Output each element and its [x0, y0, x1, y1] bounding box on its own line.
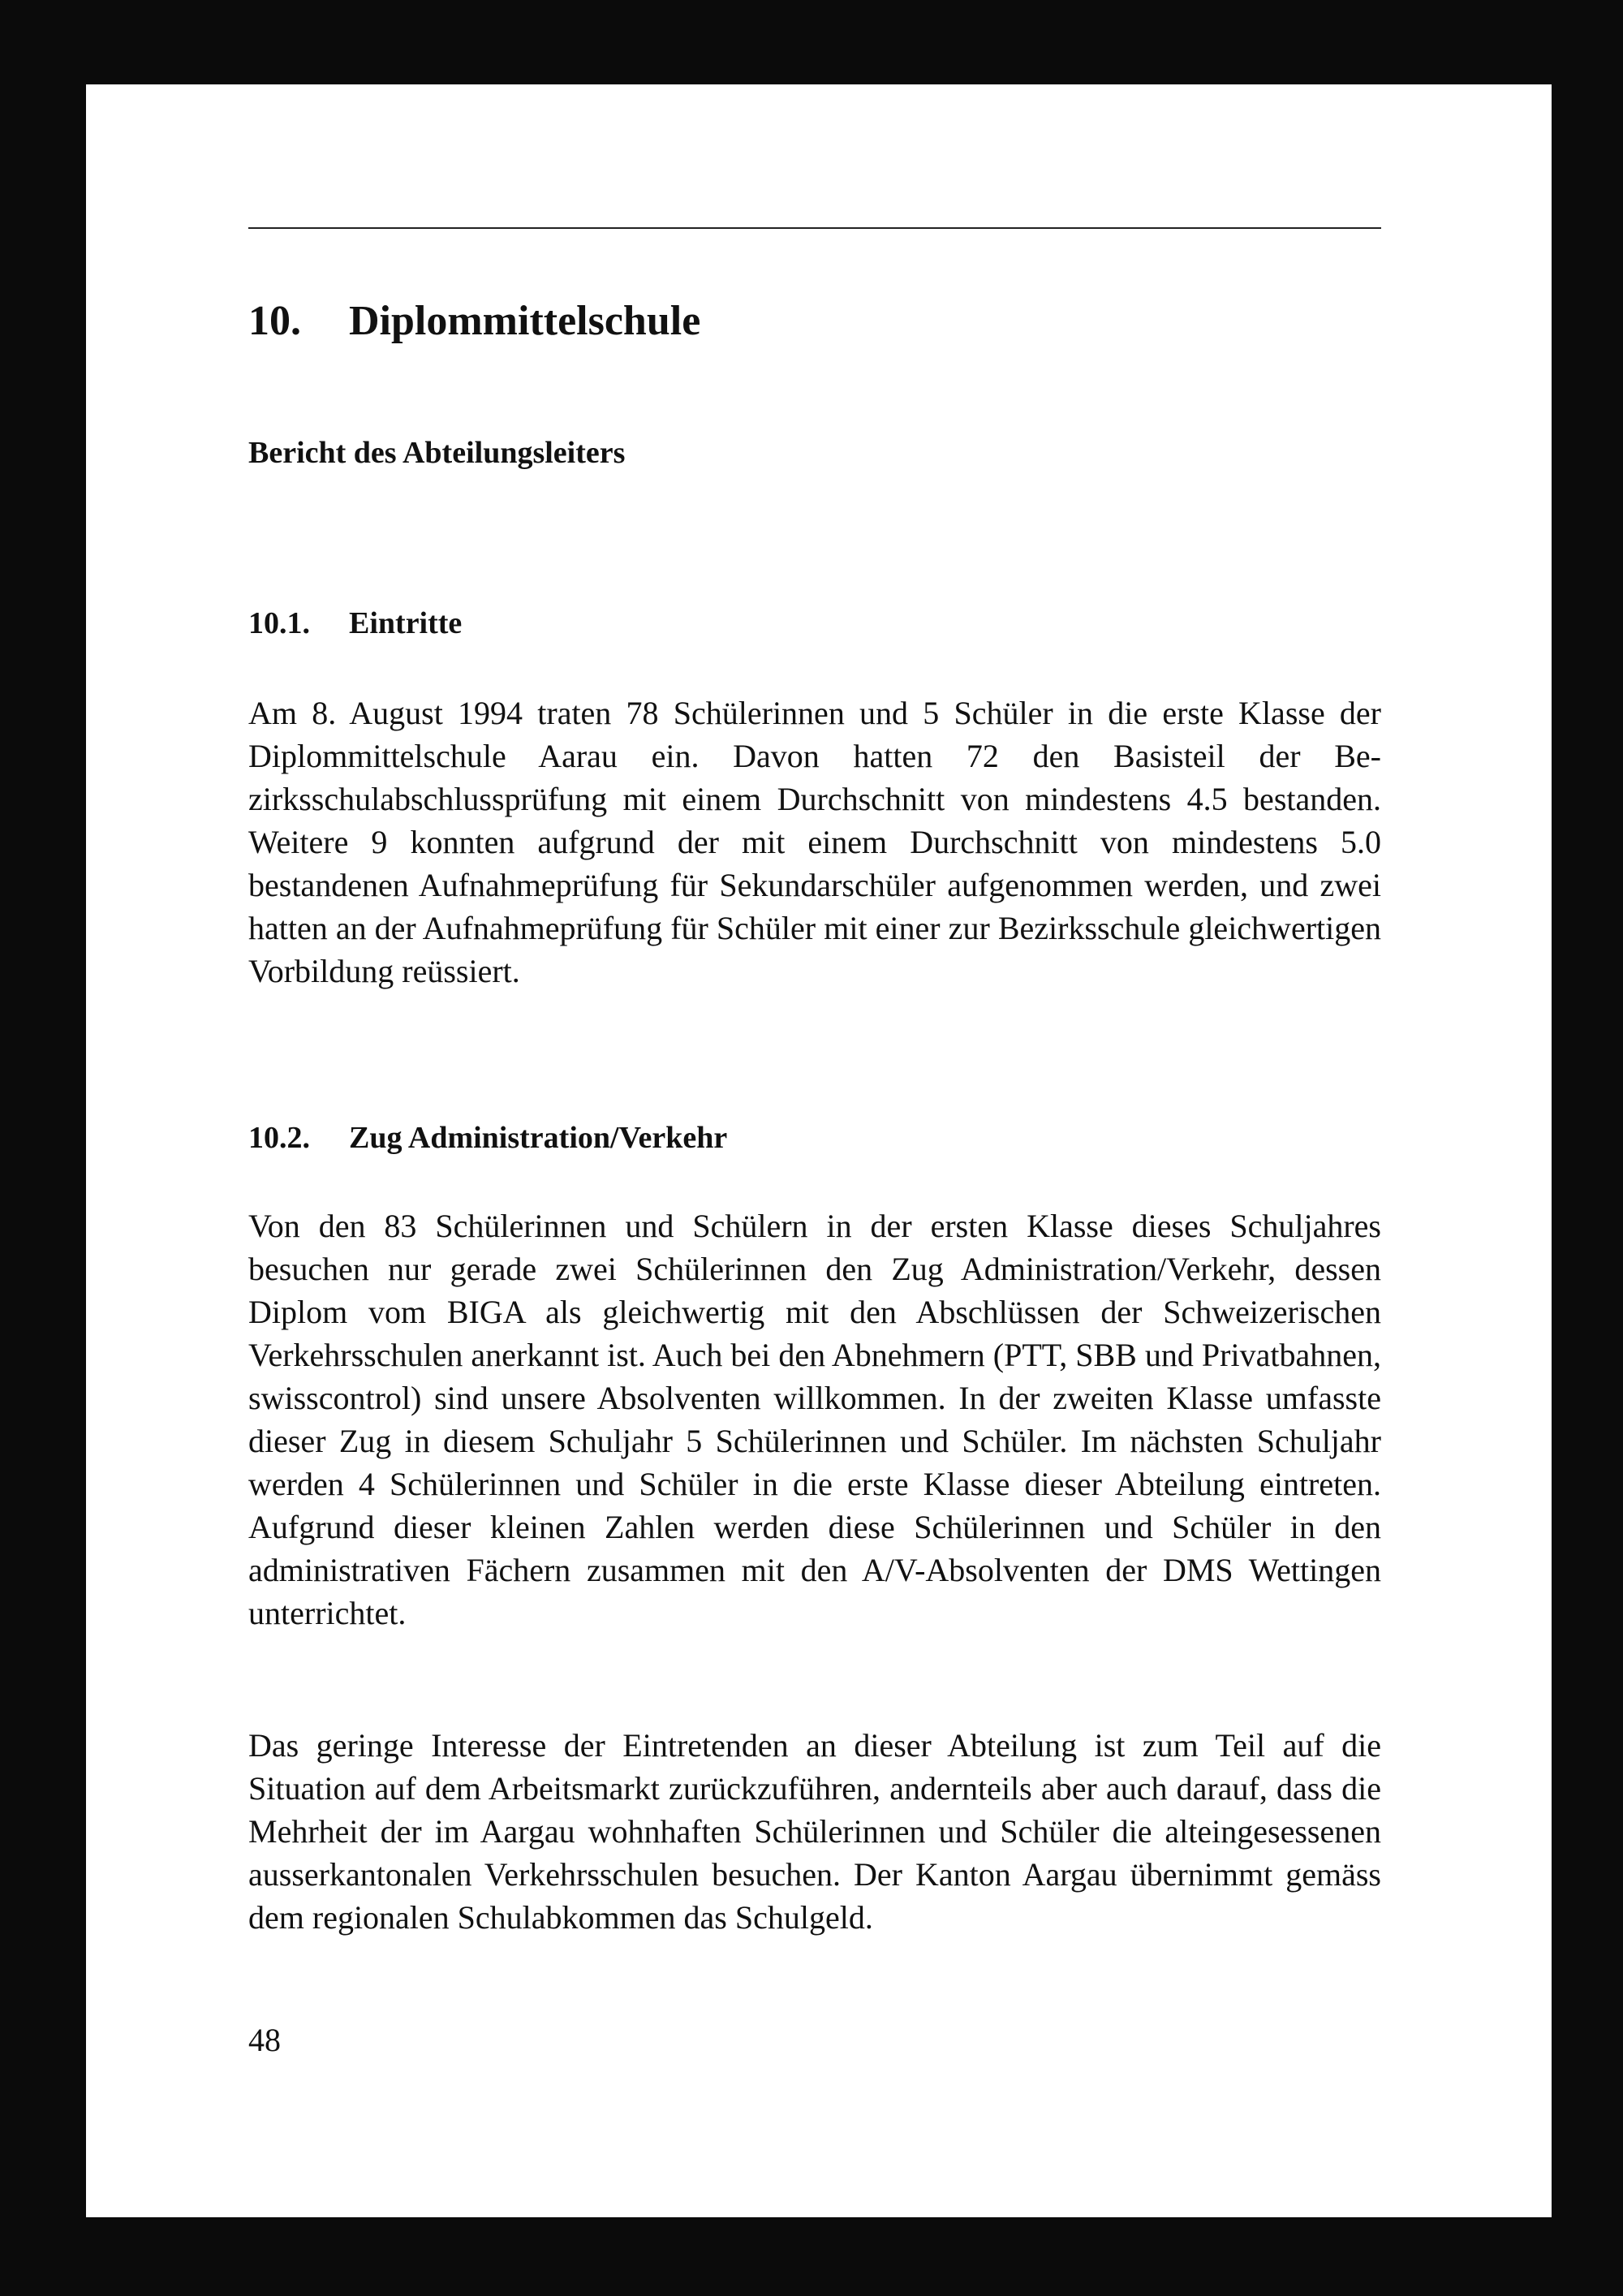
- paragraph-zug-administration-2: Das geringe Interesse der Eintretenden an dieser Abteilung ist zum Teil auf die Situation auf dem Arbeitsmarkt zurückzuführen, andernteils aber auch darauf, dass die Mehrheit der im Aargau wohnhaften Schülerinnen und Schüler die alteingesessenen ausserkantonalen Verkehrsschulen besuchen. Der Kanton Aargau übernimmt gemäss dem regionalen Schulabkommen das Schulgeld.: [248, 1727, 1381, 1936]
- document-page: [86, 84, 1552, 2217]
- chapter-title: Diplommittelschule: [349, 298, 701, 344]
- paragraph-eintritte: Am 8. August 1994 traten 78 Schülerinnen und 5 Schüler in die erste Klasse der Diplommittelschule Aarau ein. Davon hatten 72 den Basisteil der Bezirksschulabschlussprüfung mit einem Durchschnitt von mindestens 4.5 bestanden. Weitere 9 konnten aufgrund der mit einem Durchschnitt von mindestens 5.0 bestandenen Aufnahmeprüfung für Sekundarschüler aufgenommen werden, und zwei hatten an der Aufnahmeprüfung für Schüler mit einer zur Bezirksschule gleichwertigen Vorbildung reüssiert.: [248, 695, 1381, 989]
- top-rule: [248, 227, 1381, 229]
- section-title: Zug Administration/Verkehr: [349, 1121, 728, 1155]
- section-title: Eintritte: [349, 606, 463, 640]
- report-subtitle: Bericht des Abteilungsleiters: [248, 436, 626, 470]
- section-number: 10.1.: [248, 606, 310, 640]
- section-heading-zug-administration: [248, 1120, 727, 1156]
- section-heading-eintritte: [248, 605, 462, 641]
- chapter-heading: [248, 297, 700, 345]
- page-number: 48: [248, 2022, 281, 2058]
- paragraph-zug-administration-1: Von den 83 Schülerinnen und Schülern in der ersten Klasse dieses Schuljahres besuchen nur gerade zwei Schülerinnen den Zug Administration/​Verkehr, dessen Diplom vom BIGA als gleichwertig mit den Abschlüssen der Schweizerischen Verkehrsschulen anerkannt ist. Auch bei den Abnehmern (PTT, SBB und Privatbahnen, swisscontrol) sind unsere Absolventen willkommen. In der zweiten Klasse umfasste dieser Zug in diesem Schuljahr 5 Schülerinnen und Schüler. Im nächsten Schuljahr werden 4 Schülerinnen und Schüler in die erste Klasse dieser Abteilung eintreten. Aufgrund dieser kleinen Zahlen werden diese Schülerinnen und Schüler in den administrativen Fächern zusammen mit den A/V-Absolventen der DMS Wettingen unterrichtet.: [248, 1208, 1381, 1631]
- section-number: 10.2.: [248, 1121, 310, 1155]
- chapter-number: 10.: [248, 298, 301, 344]
